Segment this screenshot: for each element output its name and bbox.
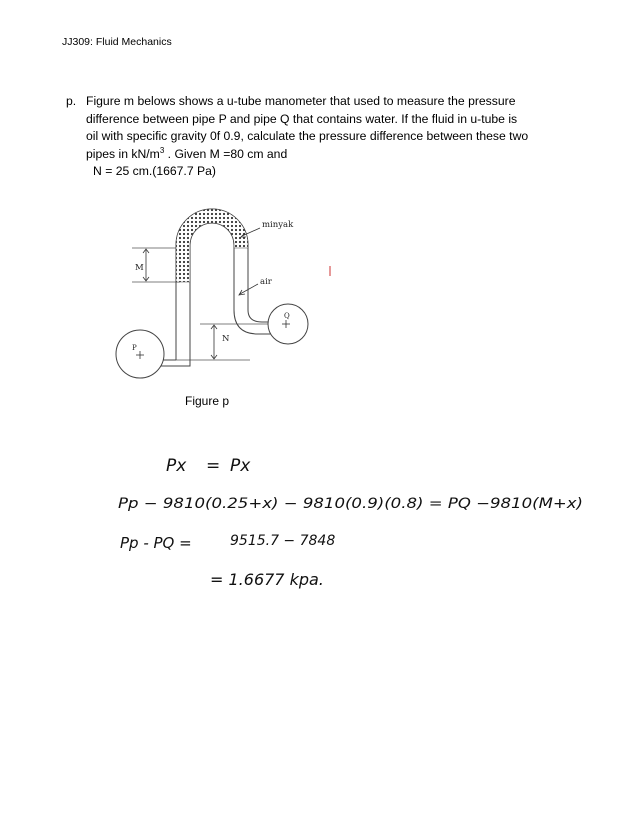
work-line3-right: 9515.7 − 7848 [230, 533, 336, 549]
u-tube-inner [190, 223, 234, 350]
work-line2: Pp − 9810(0.25+x) − 9810(0.9)(0.8) = PQ −9810(M+x) [118, 496, 583, 512]
handwritten-working [118, 445, 588, 615]
work-line1-left: Px [166, 456, 187, 476]
work-line4-result: = 1.6677 kpa. [210, 570, 324, 589]
label-minyak: minyak [262, 220, 294, 230]
work-line1-right: Px [230, 456, 251, 476]
question-line-2: difference between pipe P and pipe Q that contains water. If the fluid in u-tube is [86, 111, 518, 126]
question-line-5: N = 25 cm.(1667.7 Pa) [93, 164, 216, 178]
question-label: p. [66, 94, 77, 108]
label-air: air [260, 277, 272, 287]
question-block [66, 93, 556, 181]
work-line1-eq: = [206, 456, 221, 476]
document-header: JJ309: Fluid Mechanics [62, 36, 172, 48]
work-line3-left: Pp - PQ = [120, 534, 192, 552]
question-line-3: oil with specific gravity 0f 0.9, calculate the pressure difference between these two [86, 129, 529, 143]
question-line-4: pipes in $kN/m^3$ . Given M =80 cm and [86, 145, 288, 161]
manometer-figure [110, 200, 350, 390]
label-p: P [132, 344, 137, 352]
question-line-1: Figure m belows shows a u-tube manometer that used to measure the pressure [86, 94, 516, 108]
figure-caption: Figure p [185, 394, 230, 408]
label-q: Q [284, 312, 290, 320]
superscript-3: 3 [159, 145, 165, 155]
label-n: N [222, 334, 230, 344]
label-m: M [135, 263, 144, 273]
oil-fill [176, 209, 248, 282]
